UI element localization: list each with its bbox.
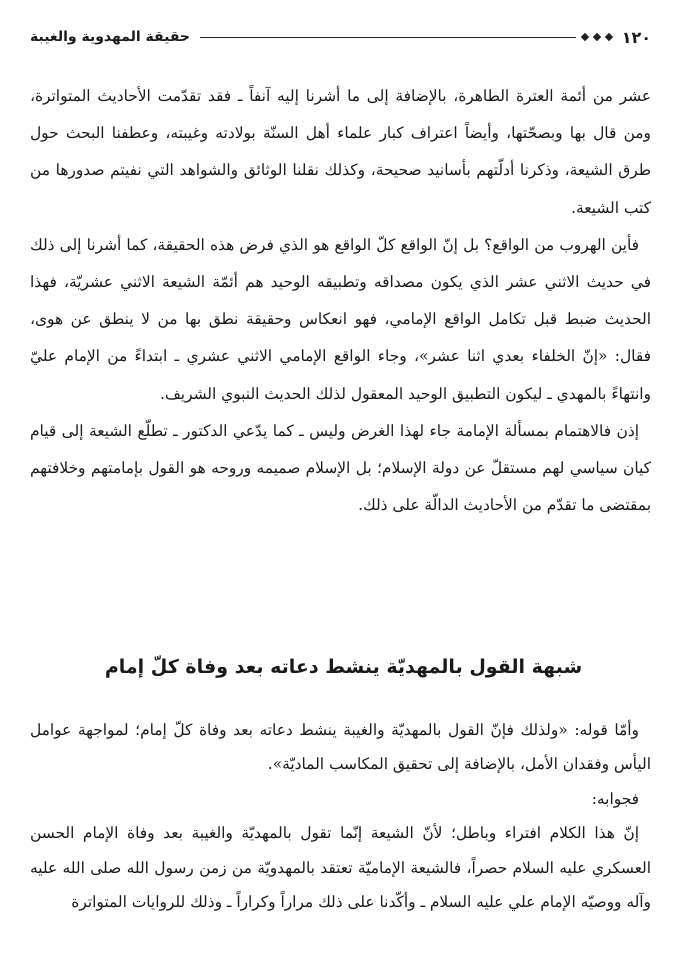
paragraph: فأين الهروب من الواقع؟ بل إنّ الواقع كلّ الواقع هو الذي فرض هذه الحقيقة، كما أشرنا إلى ذلك في حديث الاثني عشر الذي يكون مصداقه وتطبيقه الوحيد هم أئمّة الشيعة الاثني عشريّة، فهذا الحديث ضبط قبل تكامل الواقع الإمامي، فهو انعكاس وحقيقة نطق بها من لا ينطق عن هوى، فقال: «إنّ الخلفاء بعدي اثنا عشر»، وجاء الواقع الإمامي الاثني عشري ـ ابتداءً من الإمام عليّ وانتهاءً بالمهدي ـ ليكون التطبيق الوحيد المعقول لذلك الحديث النبوي الشريف. bbox=[30, 235, 651, 403]
paragraph: فجوابه: bbox=[591, 789, 639, 808]
header-ornament-dots bbox=[582, 34, 612, 40]
ornament-dot bbox=[604, 33, 612, 41]
header-rule-line bbox=[200, 37, 576, 38]
ornament-dot bbox=[592, 33, 600, 41]
page-header bbox=[30, 24, 651, 50]
paragraph: إذن فالاهتمام بمسألة الإمامة جاء لهذا الغرض وليس ـ كما يدّعي الدكتور ـ تطلّع الشيعة إلى قيام كيان سياسي لهم مستقلّ عن دولة الإسلام؛ بل الإسلام صميمه وروحه هو القول بإمامتهم وخلافتهم بمقتضى ما تقدّم من الأحاديث الدالّة على ذلك. bbox=[30, 421, 651, 515]
ornament-dot bbox=[580, 33, 588, 41]
section-heading: شبهة القول بالمهديّة ينشط دعاته بعد وفاة كلّ إمام bbox=[104, 656, 583, 678]
paragraph: وأمّا قوله: «ولذلك فإنّ القول بالمهديّة والغيبة ينشط دعاته بعد وفاة كلّ إمام؛ لمواجهة عوامل اليأس وفقدان الأمل، بالإضافة إلى تحقيق المكاسب الماديّة». bbox=[30, 721, 651, 774]
header-rule bbox=[200, 34, 612, 40]
page-number: ١٢٠ bbox=[621, 27, 651, 47]
running-title: حقيقة المهدوية والغيبة bbox=[30, 29, 190, 45]
paragraph: عشر من أئمة العترة الطاهرة، بالإضافة إلى ما أشرنا إليه آنفاً ـ فقد تقدّمت الأحاديث المتواترة، ومن قال بها وبصحّتها، وأيضاً اعتراف كبار علماء أهل السنّة بولادته وغيبته، وعطفنا البحث حول طرق الشيعة، وذكرنا أدلّتهم بأسانيد صحيحة، وكذلك نقلنا الوثائق والشواهد التي نفيتم صدورها من كتب الشيعة. bbox=[30, 87, 651, 217]
section-text-block bbox=[30, 713, 651, 919]
main-text-block bbox=[30, 78, 651, 524]
paragraph: إنّ هذا الكلام افتراء وباطل؛ لأنّ الشيعة إنّما تقول بالمهديّة والغيبة بعد وفاة الإمام الحسن العسكري عليه السلام حصراً، فالشيعة الإماميّة تعتقد بالمهدويّة من زمن رسول الله صلى الله عليه وآله ووصيّه الإمام علي عليه السلام ـ وأكّدنا على ذلك مراراً وكراراً ـ وذلك للروايات المتواترة bbox=[30, 824, 651, 912]
